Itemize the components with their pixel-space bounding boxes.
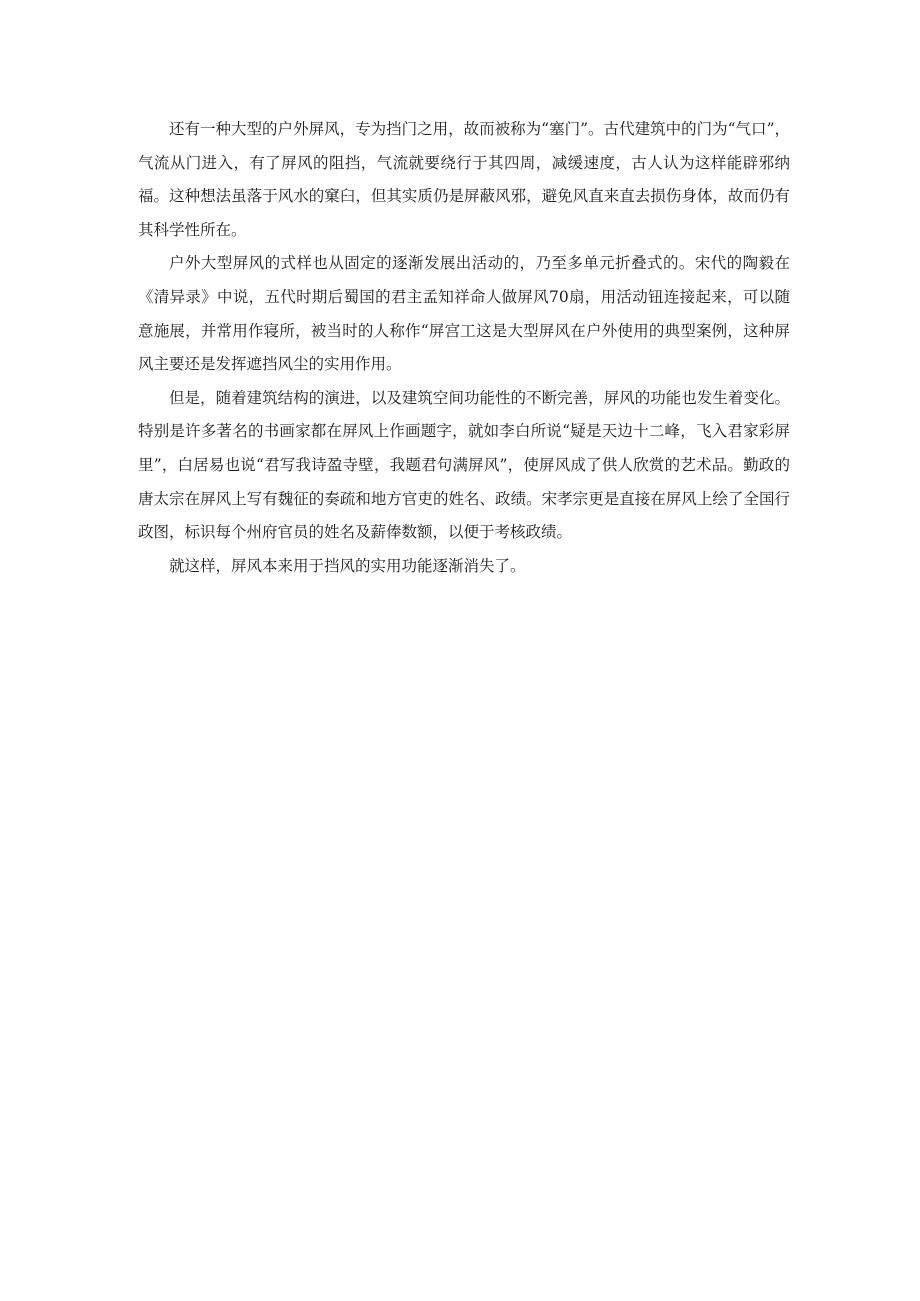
paragraph-1: 还有一种大型的户外屏风，专为挡门之用，故而被称为“塞门”。古代建筑中的门为“气口”，气流从门进入，有了屏风的阻挡，气流就要绕行于其四周，减缓速度，古人认为这样能辟邪纳福。这种想法虽落于风水的窠臼，但其实质仍是屏蔽风邪，避免风直来直去损伤身体，故而仍有其科学性所在。	[138, 120, 790, 239]
body-text	[138, 113, 790, 583]
paragraph-4: 就这样，屏风本来用于挡风的实用功能逐渐消失了。	[169, 556, 526, 575]
paragraph-2: 户外大型屏风的式样也从固定的逐渐发展出活动的，乃至多单元折叠式的。宋代的陶毅在《清异录》中说，五代时期后蜀国的君主孟知祥命人做屏风70扇，用活动钮连接起来，可以随意施展，并常用作寝所，被当时的人称作“屏宫工这是大型屏风在户外使用的典型案例，这种屏风主要还是发挥遮挡风尘的实用作用。	[138, 254, 790, 374]
paragraph-3: 但是，随着建筑结构的演进，以及建筑空间功能性的不断完善，屏风的功能也发生着变化。特别是许多著名的书画家都在屏风上作画题字，就如李白所说“疑是天边十二峰，飞入君家彩屏里”，白居易也说“君写我诗盈寺壁，我题君句满屏风”，使屏风成了供人欣赏的艺术品。勤政的唐太宗在屏风上写有魏征的奏疏和地方官吏的姓名、政绩。宋孝宗更是直接在屏风上绘了全国行政图，标识每个州府官员的姓名及薪俸数额，以便于考核政绩。	[138, 388, 790, 542]
